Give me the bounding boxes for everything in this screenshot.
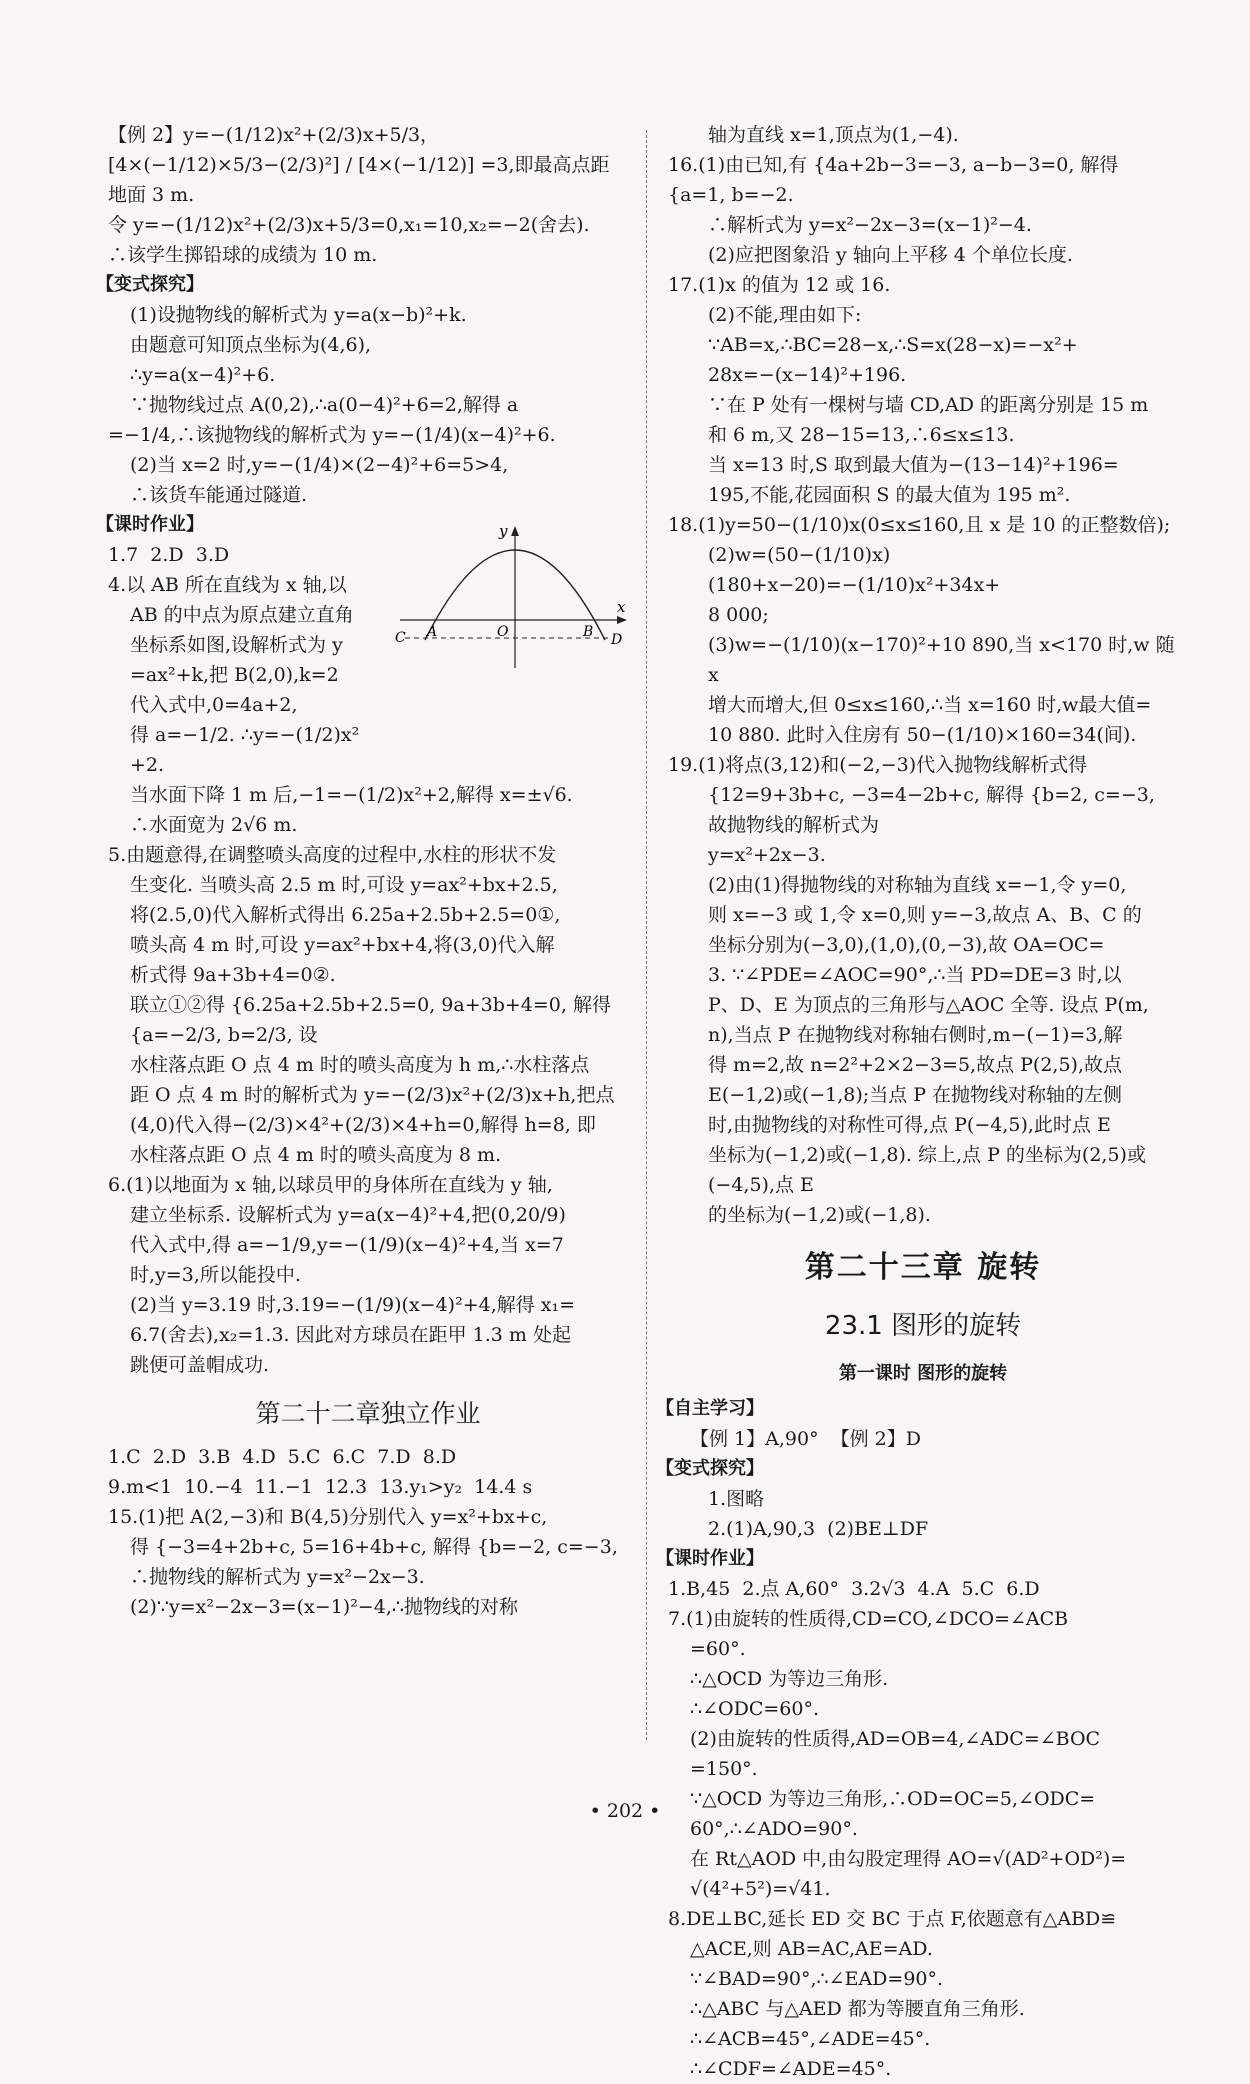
left-line: 当水面下降 1 m 后,−1=−(1/2)x²+2,解得 x=±√6. — [130, 784, 573, 806]
left-line: 水柱落点距 O 点 4 m 时的喷头高度为 h m,∴水柱落点 — [130, 1054, 590, 1076]
left-line: 1.C 2.D 3.B 4.D 5.C 6.C 7.D 8.D — [108, 1446, 457, 1468]
left-line: 生变化. 当喷头高 2.5 m 时,可设 y=ax²+bx+2.5, — [130, 874, 558, 896]
right-line: 坐标为(−1,2)或(−1,8). 综上,点 P 的坐标为(2,5)或(−4,5),点 E — [708, 1144, 1146, 1196]
right-line: ∴∠CDF=∠ADE=45°. — [690, 2058, 892, 2080]
left-column — [96, 120, 628, 1622]
left-line: ∴该学生掷铅球的成绩为 10 m. — [108, 244, 378, 266]
right-line: 23.1 图形的旋转 — [824, 1311, 1022, 1341]
left-line: 将(2.5,0)代入解析式得出 6.25a+2.5b+2.5=0①, — [130, 904, 561, 926]
left-line: 【例 2】y=−(1/12)x²+(2/3)x+5/3， — [108, 124, 440, 146]
right-line: 增大而增大,但 0≤x≤160,∴当 x=160 时,w最大值= — [708, 694, 1152, 716]
left-line: (2)当 x=2 时,y=−(1/4)×(2−4)²+6=5>4, — [130, 454, 509, 476]
right-line: 16.(1)由已知,有 {4a+2b−3=−3, a−b−3=0, 解得 {a=1, b=−2. — [668, 154, 1125, 206]
left-line: 建立坐标系. 设解析式为 y=a(x−4)²+4,把(0,20/9) — [130, 1204, 566, 1226]
right-line: 【变式探究】 — [656, 1458, 764, 1479]
right-line: 【课时作业】 — [656, 1548, 764, 1569]
right-line: ∵△OCD 为等边三角形,∴OD=OC=5,∠ODC= — [690, 1788, 1096, 1810]
left-line: 联立①②得 {6.25a+2.5b+2.5=0, 9a+3b+4=0, 解得 {a=−2/3, b=2/3, 设 — [130, 994, 618, 1046]
right-line: ∴△OCD 为等边三角形. — [690, 1668, 889, 1690]
right-line: n),当点 P 在抛物线对称轴右侧时,m−(−1)=3,解 — [708, 1024, 1123, 1046]
origin-label: O — [497, 624, 509, 640]
left-line: 6.7(舍去),x₂=1.3. 因此对方球员在距甲 1.3 m 处起 — [130, 1324, 571, 1346]
right-line: 第二十三章 旋转 — [804, 1250, 1042, 1285]
left-line: 5.由题意得,在调整喷头高度的过程中,水柱的形状不发 — [108, 844, 557, 866]
right-line: ∵在 P 处有一棵树与墙 CD,AD 的距离分别是 15 m — [708, 394, 1149, 416]
right-line: ∴∠ACB=45°,∠ADE=45°. — [690, 2028, 931, 2050]
parabola-graph — [395, 520, 630, 670]
left-line: =ax²+k,把 B(2,0),k=2 — [130, 664, 339, 686]
right-column — [656, 120, 1181, 2084]
right-line: P、D、E 为顶点的三角形与△AOC 全等. 设点 P(m, — [708, 994, 1149, 1016]
right-line: =150°. — [690, 1758, 758, 1780]
left-line: 15.(1)把 A(2,−3)和 B(4,5)分别代入 y=x²+bx+c, — [108, 1506, 548, 1528]
left-line: 坐标系如图,设解析式为 y — [130, 634, 343, 656]
left-line: 得 {−3=4+2b+c, 5=16+4b+c, 解得 {b=−2, c=−3, — [130, 1536, 618, 1558]
point-a-label: A — [427, 624, 438, 640]
right-line: 3. ∵∠PDE=∠AOC=90°,∴当 PD=DE=3 时,以 — [708, 964, 1122, 986]
left-line: (2)当 y=3.19 时,3.19=−(1/9)(x−4)²+4,解得 x₁= — [130, 1294, 576, 1316]
right-line: 时,由抛物线的对称性可得,点 P(−4,5),此时点 E — [708, 1114, 1111, 1136]
right-line: 19.(1)将点(3,12)和(−2,−3)代入抛物线解析式得 — [668, 754, 1088, 776]
left-line: 代入式中,0=4a+2, — [130, 694, 298, 716]
x-axis-arrow — [617, 616, 627, 624]
right-line: 8 000; — [708, 604, 769, 626]
right-line: (3)w=−(1/10)(x−170)²+10 890,当 x<170 时,w 随 x — [708, 634, 1181, 686]
right-line: E(−1,2)或(−1,8);当点 P 在抛物线对称轴的左侧 — [708, 1084, 1123, 1106]
left-line: [4×(−1/12)×5/3−(2/3)²] / [4×(−1/12)] =3,即最高点距地面 3 m. — [108, 154, 610, 206]
right-line: 28x=−(x−14)²+196. — [708, 364, 907, 386]
left-line: 水柱落点距 O 点 4 m 时的喷头高度为 8 m. — [130, 1144, 502, 1166]
right-line: (2)应把图象沿 y 轴向上平移 4 个单位长度. — [708, 244, 1073, 266]
parabola-figure — [395, 520, 630, 670]
right-line: (2)由旋转的性质得,AD=OB=4,∠ADC=∠BOC — [690, 1728, 1101, 1750]
left-line: 6.(1)以地面为 x 轴,以球员甲的身体所在直线为 y 轴, — [108, 1174, 553, 1196]
right-line: 1.图略 — [708, 1488, 765, 1510]
right-line: 7.(1)由旋转的性质得,CD=CO,∠DCO=∠ACB — [668, 1608, 1069, 1630]
left-line: 喷头高 4 m 时,可设 y=ax²+bx+4,将(3,0)代入解 — [130, 934, 555, 956]
right-line: △ACE,则 AB=AC,AE=AD. — [690, 1938, 933, 1960]
right-line: 轴为直线 x=1,顶点为(1,−4). — [708, 124, 959, 146]
left-line: 4.以 AB 所在直线为 x 轴,以 — [108, 574, 347, 596]
right-line: √(4²+5²)=√41. — [690, 1878, 831, 1900]
left-line: 时,y=3,所以能投中. — [130, 1264, 301, 1286]
left-line: ∴y=a(x−4)²+6. — [130, 364, 276, 386]
right-line: ∴解析式为 y=x²−2x−3=(x−1)²−4. — [708, 214, 1032, 236]
left-line: AB 的中点为原点建立直角 — [130, 604, 354, 626]
right-line: ∵AB=x,∴BC=28−x,∴S=x(28−x)=−x²+ — [708, 334, 1078, 356]
right-line: =60°. — [690, 1638, 746, 1660]
left-line: ∴抛物线的解析式为 y=x²−2x−3. — [130, 1566, 425, 1588]
left-line: 第二十二章独立作业 — [255, 1399, 481, 1428]
right-line: 【自主学习】 — [656, 1398, 764, 1419]
right-line: 在 Rt△AOD 中,由勾股定理得 AO=√(AD²+OD²)= — [690, 1848, 1127, 1870]
left-line: =−1/4,∴该抛物线的解析式为 y=−(1/4)(x−4)²+6. — [108, 424, 556, 446]
left-line: ∴该货车能通过隧道. — [130, 484, 308, 506]
column-divider — [646, 130, 647, 1740]
point-b-label: B — [583, 624, 594, 640]
right-line: 的坐标为(−1,2)或(−1,8). — [708, 1204, 931, 1226]
right-line: 坐标分别为(−3,0),(1,0),(0,−3),故 OA=OC= — [708, 934, 1105, 956]
left-line: 析式得 9a+3b+4=0②. — [130, 964, 336, 986]
right-line: (2)w=(50−(1/10)x)(180+x−20)=−(1/10)x²+34x+ — [708, 544, 1001, 596]
axis-label-y: y — [499, 522, 508, 540]
right-line: ∴∠ODC=60°. — [690, 1698, 819, 1720]
right-line: 18.(1)y=50−(1/10)x(0≤x≤160,且 x 是 10 的正整数倍); — [668, 514, 1171, 536]
left-line: 跳便可盖帽成功. — [130, 1354, 270, 1376]
right-line: (2)由(1)得抛物线的对称轴为直线 x=−1,令 y=0, — [708, 874, 1127, 896]
page-number: • 202 • — [589, 1800, 661, 1822]
left-line: 1.7 2.D 3.D — [108, 544, 230, 566]
point-c-label: C — [395, 630, 406, 646]
right-line: {12=9+3b+c, −3=4−2b+c, 解得 {b=2, c=−3, 故抛物线的解析式为 — [708, 784, 1161, 836]
right-line: 则 x=−3 或 1,令 x=0,则 y=−3,故点 A、B、C 的 — [708, 904, 1142, 926]
left-line: 得 a=−1/2. ∴y=−(1/2)x² — [130, 724, 360, 746]
left-line: +2. — [130, 754, 165, 776]
left-line: 代入式中,得 a=−1/9,y=−(1/9)(x−4)²+4,当 x=7 — [130, 1234, 564, 1256]
left-line: (2)∵y=x²−2x−3=(x−1)²−4,∴抛物线的对称 — [130, 1596, 518, 1618]
point-d-label: D — [611, 632, 623, 648]
left-line: 由题意可知顶点坐标为(4,6), — [130, 334, 372, 356]
right-line: 10 880. 此时入住房有 50−(1/10)×160=34(间). — [708, 724, 1137, 746]
right-line: 17.(1)x 的值为 12 或 16. — [668, 274, 891, 296]
left-line: 9.m<1 10.−4 11.−1 12.3 13.y₁>y₂ 14.4 s — [108, 1476, 533, 1498]
left-line: (4,0)代入得−(2/3)×4²+(2/3)×4+h=0,解得 h=8, 即 — [130, 1114, 596, 1136]
right-line: 【例 1】A,90° 【例 2】D — [690, 1428, 922, 1450]
right-line: 第一课时 图形的旋转 — [838, 1363, 1008, 1384]
right-line: 得 m=2,故 n=2²+2×2−3=5,故点 P(2,5),故点 — [708, 1054, 1122, 1076]
y-axis-arrow — [511, 526, 519, 536]
left-line: 【课时作业】 — [96, 514, 204, 535]
right-line: y=x²+2x−3. — [708, 844, 826, 866]
right-line: 当 x=13 时,S 取到最大值为−(13−14)²+196= — [708, 454, 1119, 476]
right-line: ∴△ABC 与△AED 都为等腰直角三角形. — [690, 1998, 1025, 2020]
right-line: (2)不能,理由如下: — [708, 304, 862, 326]
right-line: 2.(1)A,90,3 (2)BE⊥DF — [708, 1518, 929, 1540]
right-line: 1.B,45 2.点 A,60° 3.2√3 4.A 5.C 6.D — [668, 1578, 1040, 1600]
left-line: (1)设抛物线的解析式为 y=a(x−b)²+k. — [130, 304, 467, 326]
left-line: 距 O 点 4 m 时的解析式为 y=−(2/3)x²+(2/3)x+h,把点 — [130, 1084, 615, 1106]
right-line: 195,不能,花园面积 S 的最大值为 195 m². — [708, 484, 1071, 506]
right-line: 8.DE⊥BC,延长 ED 交 BC 于点 F,依题意有△ABD≌ — [668, 1908, 1117, 1930]
axis-label-x: x — [617, 598, 626, 616]
left-line: 令 y=−(1/12)x²+(2/3)x+5/3=0,x₁=10,x₂=−2(舍去). — [108, 214, 590, 236]
right-line: 60°,∴∠ADO=90°. — [690, 1818, 858, 1840]
left-line: ∵抛物线过点 A(0,2),∴a(0−4)²+6=2,解得 a — [130, 394, 519, 416]
right-line: ∵∠BAD=90°,∴∠EAD=90°. — [690, 1968, 944, 1990]
right-line: 和 6 m,又 28−15=13,∴6≤x≤13. — [708, 424, 1015, 446]
left-line: ∴水面宽为 2√6 m. — [130, 814, 298, 836]
left-line: 【变式探究】 — [96, 274, 204, 295]
